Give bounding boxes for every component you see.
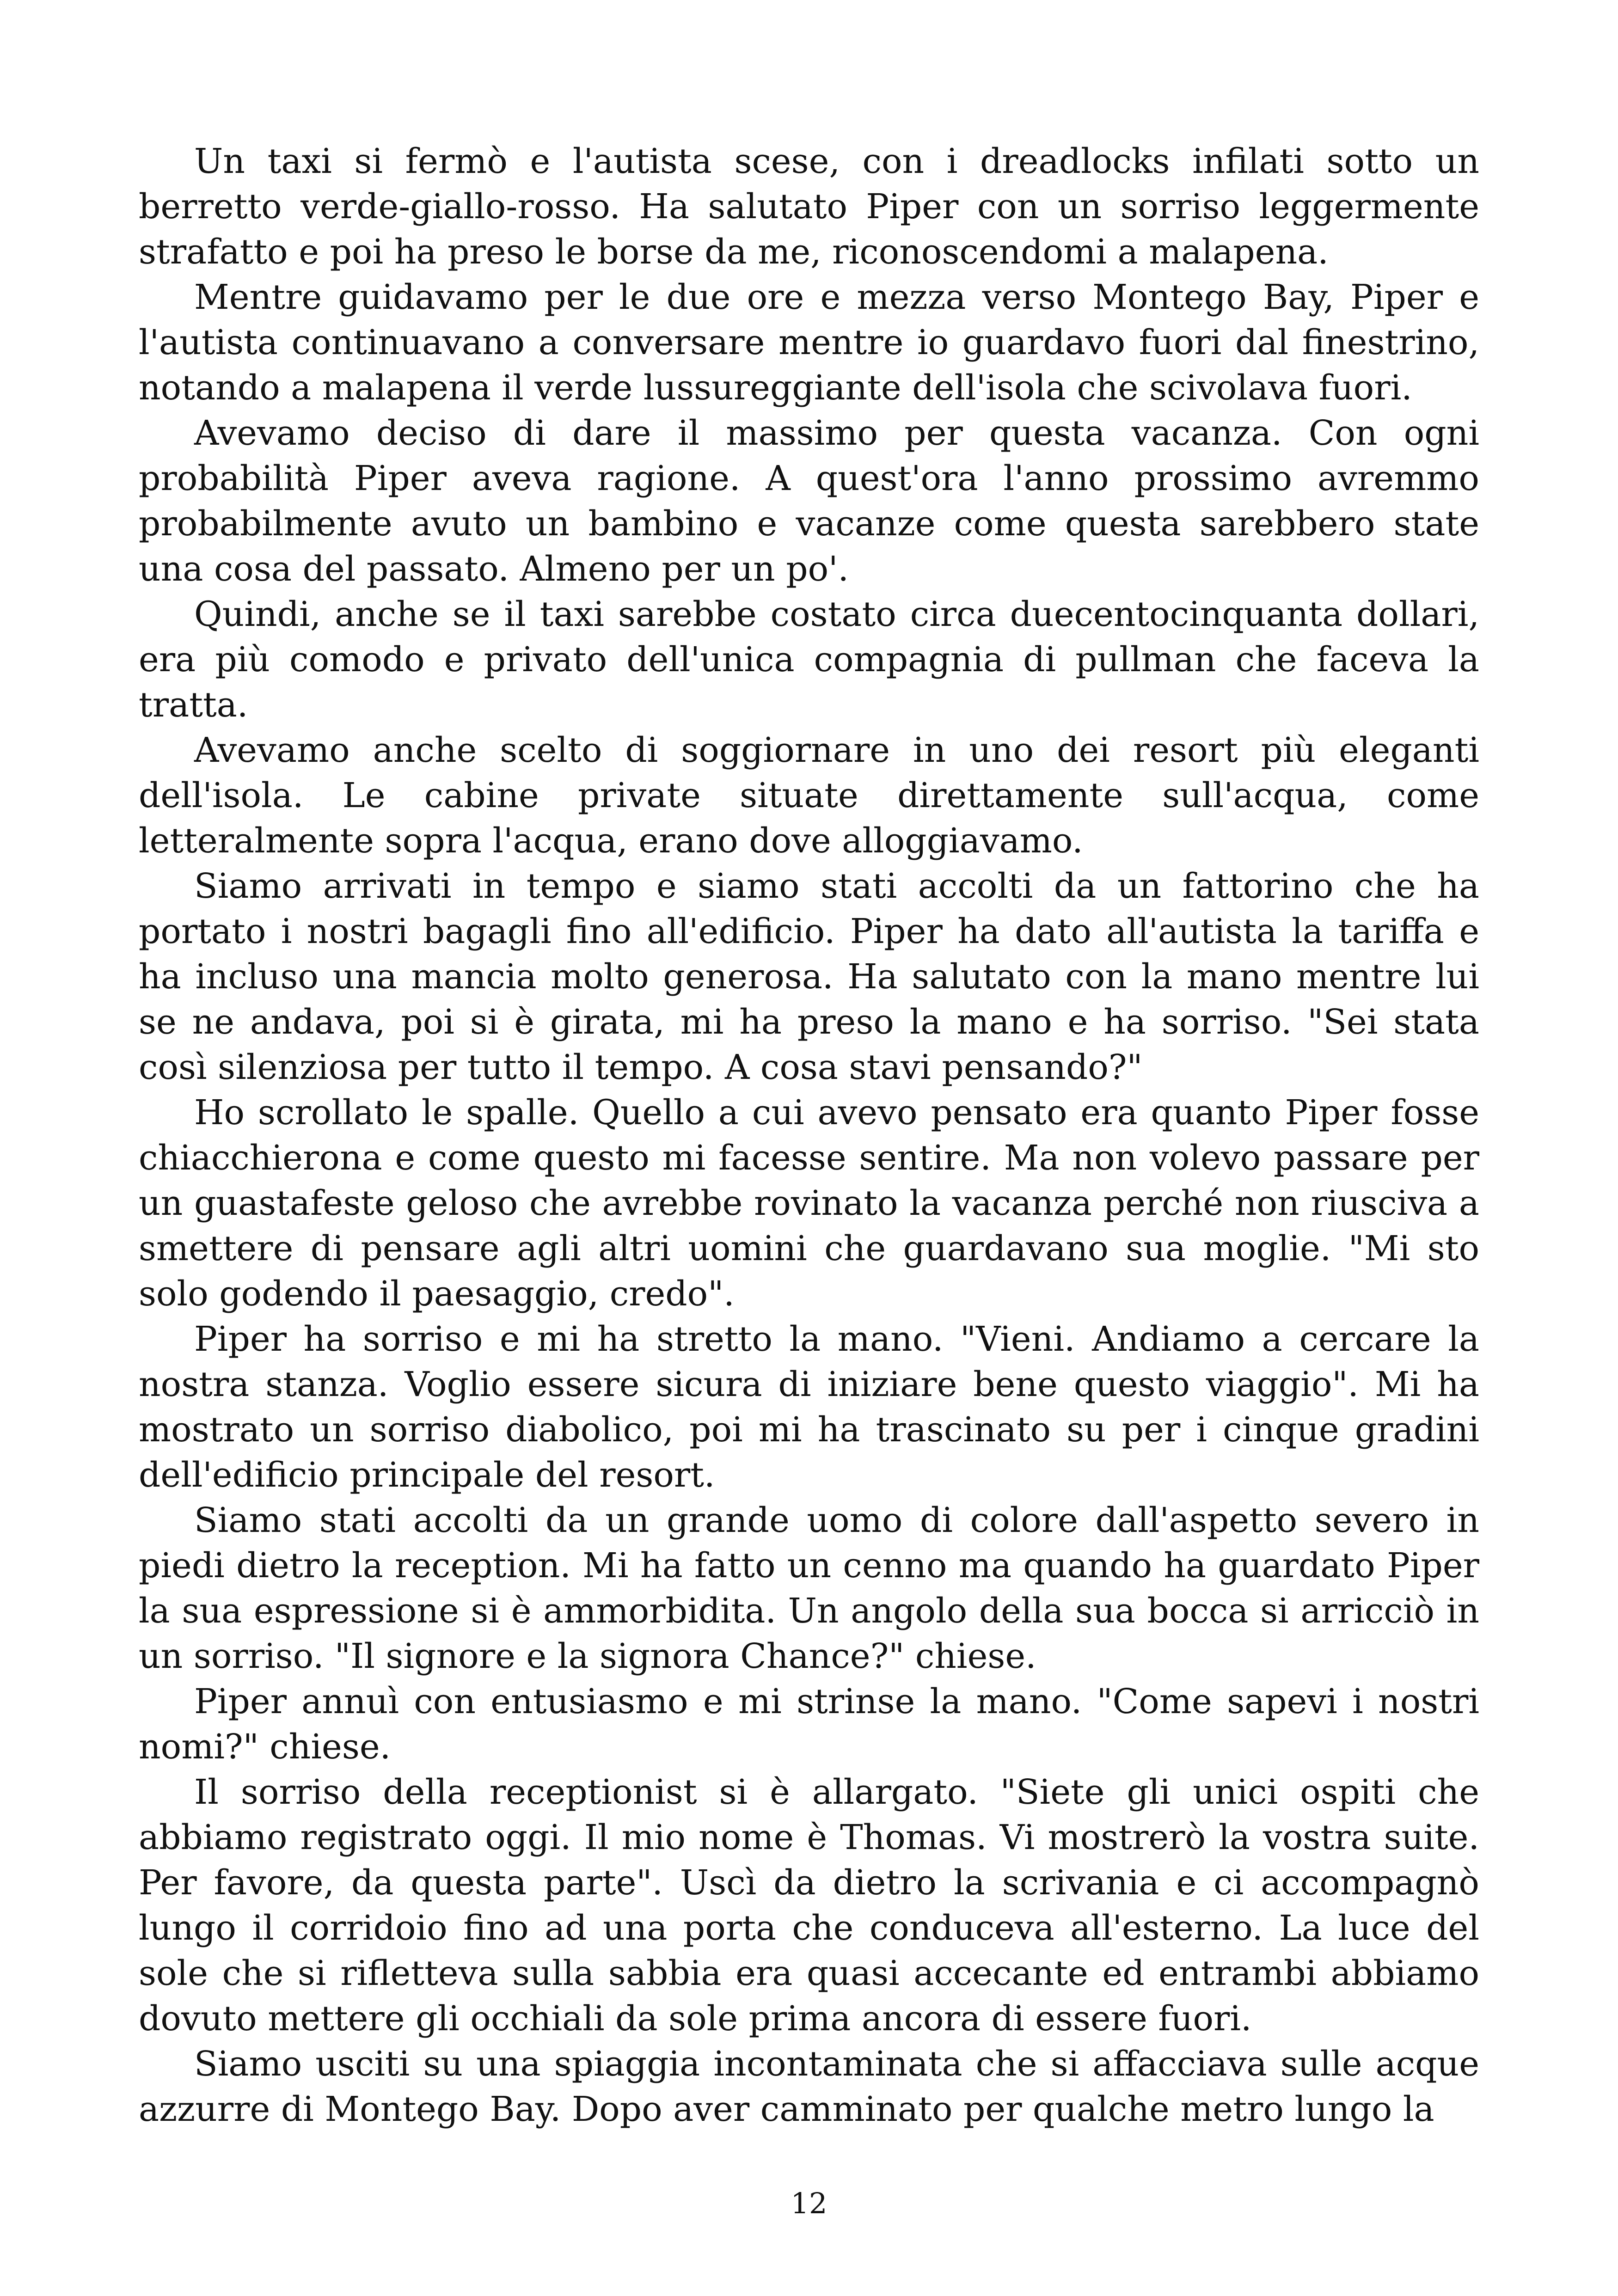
paragraph-11: Il sorriso della receptionist si è allargato. "Siete gli unici ospiti che abbiamo registrato oggi. Il mio nome è Thomas. Vi mostrerò la vostra suite. Per favore, da questa parte". Uscì da dietro la scrivania e ci accompagnò lungo il corridoio fino ad una porta che conduceva all'esterno. La luce del sole che si rifletteva sulla sabbia era quasi accecante ed entrambi abbiamo dovuto mettere gli occhiali da sole prima ancora di essere fuori. bbox=[139, 1772, 1479, 2039]
paragraph-12: Siamo usciti su una spiaggia incontaminata che si affacciava sulle acque azzurre di Montego Bay. Dopo aver camminato per qualche metro lungo la bbox=[139, 2044, 1479, 2129]
paragraph-5: Avevamo anche scelto di soggiornare in uno dei resort più eleganti dell'isola. Le cabine private situate direttamente sull'acqua, come letteralmente sopra l'acqua, erano dove alloggiavamo. bbox=[139, 730, 1479, 861]
paragraph-1: Un taxi si fermò e l'autista scese, con i dreadlocks infilati sotto un berretto verde-giallo-rosso. Ha salutato Piper con un sorriso leggermente strafatto e poi ha preso le borse da me, riconoscendomi a malapena. bbox=[139, 141, 1479, 272]
page-body bbox=[139, 139, 1479, 2132]
paragraph-4: Quindi, anche se il taxi sarebbe costato circa duecentocinquanta dollari, era più comodo e privato dell'unica compagnia di pullman che faceva la tratta. bbox=[139, 594, 1479, 725]
paragraph-2: Mentre guidavamo per le due ore e mezza verso Montego Bay, Piper e l'autista continuavano a conversare mentre io guardavo fuori dal finestrino, notando a malapena il verde lussureggiante dell'isola che scivolava fuori. bbox=[139, 277, 1479, 408]
paragraph-10: Piper annuì con entusiasmo e mi strinse la mano. "Come sapevi i nostri nomi?" chiese. bbox=[139, 1682, 1479, 1767]
paragraph-8: Piper ha sorriso e mi ha stretto la mano. "Vieni. Andiamo a cercare la nostra stanza. Voglio essere sicura di iniziare bene questo viaggio". Mi ha mostrato un sorriso diabolico, poi mi ha trascinato su per i cinque gradini dell'edificio principale del resort. bbox=[139, 1319, 1479, 1495]
paragraph-7: Ho scrollato le spalle. Quello a cui avevo pensato era quanto Piper fosse chiacchierona e come questo mi facesse sentire. Ma non volevo passare per un guastafeste geloso che avrebbe rovinato la vacanza perché non riusciva a smettere di pensare agli altri uomini che guardavano sua moglie. "Mi sto solo godendo il paesaggio, credo". bbox=[139, 1093, 1479, 1314]
paragraph-9: Siamo stati accolti da un grande uomo di colore dall'aspetto severo in piedi dietro la reception. Mi ha fatto un cenno ma quando ha guardato Piper la sua espressione si è ammorbidita. Un angolo della sua bocca si arricciò in un sorriso. "Il signore e la signora Chance?" chiese. bbox=[139, 1500, 1479, 1676]
page-number: 12 bbox=[791, 2186, 827, 2220]
paragraph-3: Avevamo deciso di dare il massimo per questa vacanza. Con ogni probabilità Piper aveva ragione. A quest'ora l'anno prossimo avremmo probabilmente avuto un bambino e vacanze come questa sarebbero state una cosa del passato. Almeno per un po'. bbox=[139, 413, 1479, 589]
paragraph-6: Siamo arrivati in tempo e siamo stati accolti da un fattorino che ha portato i nostri bagagli fino all'edificio. Piper ha dato all'autista la tariffa e ha incluso una mancia molto generosa. Ha salutato con la mano mentre lui se ne andava, poi si è girata, mi ha preso la mano e ha sorriso. "Sei stata così silenziosa per tutto il tempo. A cosa stavi pensando?" bbox=[139, 866, 1479, 1087]
